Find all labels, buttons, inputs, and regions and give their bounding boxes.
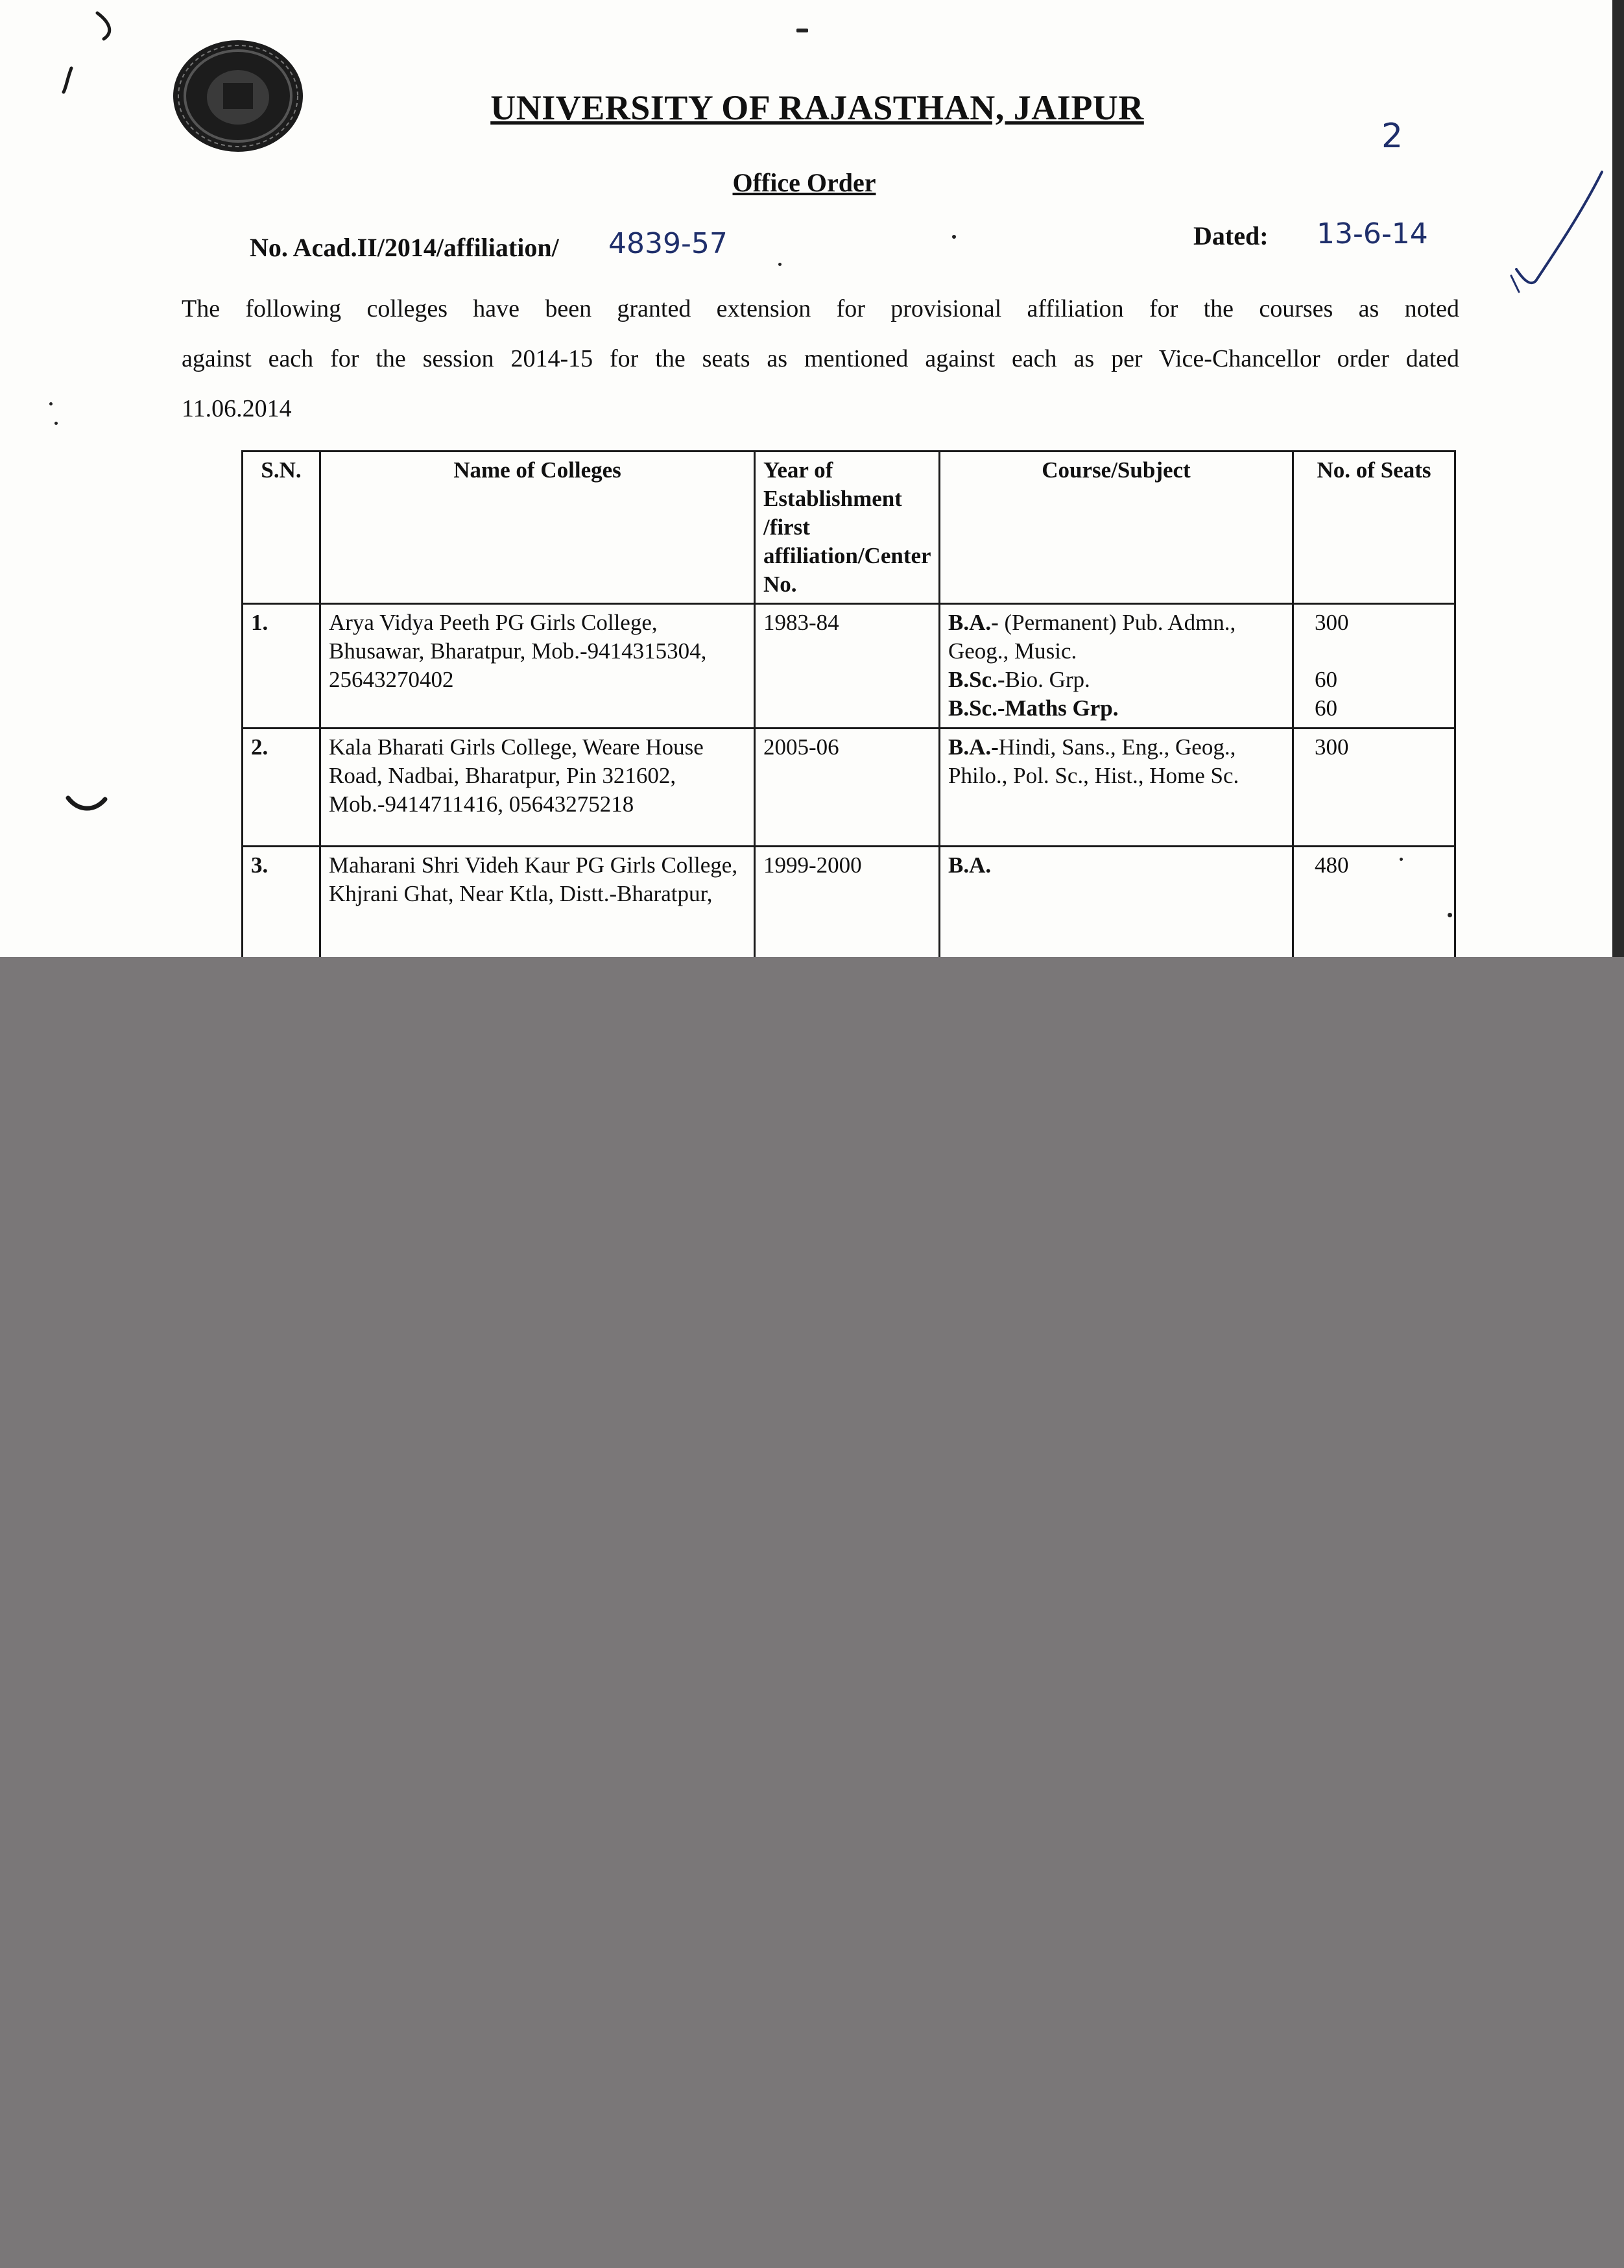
column-header-college-name: Name of Colleges <box>320 452 755 604</box>
university-seal-logo <box>170 38 306 154</box>
scan-speck <box>54 422 58 425</box>
cell-year: 2005-06 <box>755 729 940 847</box>
intro-line: 11.06.2014 <box>182 395 292 422</box>
cell-college-name: Maharani Shri Videh Kaur PG Girls College, Khjrani Ghat, Near Ktla, Distt.-Bharatpur, <box>320 847 755 958</box>
seat-spacer <box>1302 637 1446 666</box>
scan-speck <box>778 263 782 266</box>
cell-college-name: Arya Vidya Peeth PG Girls College, Bhusawar, Bharatpur, Mob.-9414315304, 25643270402 <box>320 604 755 729</box>
column-header-year: Year of Establishment /first affiliation/Center No. <box>755 452 940 604</box>
cell-sn: 3. <box>243 847 320 958</box>
cell-course <box>940 729 1293 847</box>
seat-value: 480 <box>1315 852 1349 878</box>
intro-line: against each for the session 2014-15 for the seats as mentioned against each as per Vice-Chancellor order dated <box>182 345 1459 372</box>
seat-value: 300 <box>1315 734 1349 760</box>
scan-speck <box>49 402 53 405</box>
course-entry: B.Sc.-Bio. Grp. <box>948 667 1090 692</box>
intro-line: The following colleges have been granted extension for provisional affiliation for the courses as noted <box>182 295 1459 322</box>
course-entry: B.A.-Hindi, Sans., Eng., Geog., Philo., Pol. Sc., Hist., Home Sc. <box>948 734 1239 788</box>
scanned-document-page <box>0 0 1624 957</box>
table-row <box>243 604 1455 729</box>
scan-speck <box>796 29 808 32</box>
column-header-seats: No. of Seats <box>1293 452 1455 604</box>
cell-course <box>940 604 1293 729</box>
dated-label: Dated: <box>1193 221 1269 250</box>
cell-sn: 2. <box>243 729 320 847</box>
course-entry: B.A. <box>948 852 992 878</box>
scan-edge-shadow <box>1612 0 1624 957</box>
table-body <box>243 604 1455 958</box>
seat-value: 300 <box>1315 610 1349 635</box>
colleges-table <box>241 450 1456 957</box>
cell-year: 1983-84 <box>755 604 940 729</box>
cell-seats <box>1293 604 1455 729</box>
cell-seats <box>1293 847 1455 958</box>
order-number-label: No. Acad.II/2014/affiliation/ <box>250 233 559 262</box>
table-row <box>243 847 1455 958</box>
order-number-handwritten: 4839-57 <box>608 227 728 260</box>
cell-college-name: Kala Bharati Girls College, Weare House Road, Nadbai, Bharatpur, Pin 321602, Mob.-9414711416, 05643275218 <box>320 729 755 847</box>
office-order-heading: Office Order <box>732 168 876 197</box>
punch-hole-mark-icon <box>65 785 110 817</box>
seat-value: 60 <box>1315 695 1337 721</box>
date-handwritten: 13-6-14 <box>1317 217 1428 250</box>
seat-value: 60 <box>1315 667 1337 692</box>
scan-speck <box>952 235 956 239</box>
course-entry: B.Sc.-Maths Grp. <box>948 695 1119 721</box>
handwritten-page-mark: 2 <box>1381 117 1403 156</box>
cell-year: 1999-2000 <box>755 847 940 958</box>
table-header-row <box>243 452 1455 604</box>
column-header-course: Course/Subject <box>940 452 1293 604</box>
column-header-sn: S.N. <box>243 452 320 604</box>
tick-mark-icon <box>1505 165 1608 302</box>
table-row <box>243 729 1455 847</box>
cell-sn: 1. <box>243 604 320 729</box>
university-title: UNIVERSITY OF RAJASTHAN, JAIPUR <box>490 88 1144 127</box>
cell-seats <box>1293 729 1455 847</box>
redacted-lower-page <box>0 957 1624 2268</box>
intro-paragraph <box>182 284 1459 434</box>
course-entry: B.A.- (Permanent) Pub. Admn., Geog., Music. <box>948 610 1236 664</box>
pen-mark-icon <box>58 6 130 97</box>
cell-course <box>940 847 1293 958</box>
